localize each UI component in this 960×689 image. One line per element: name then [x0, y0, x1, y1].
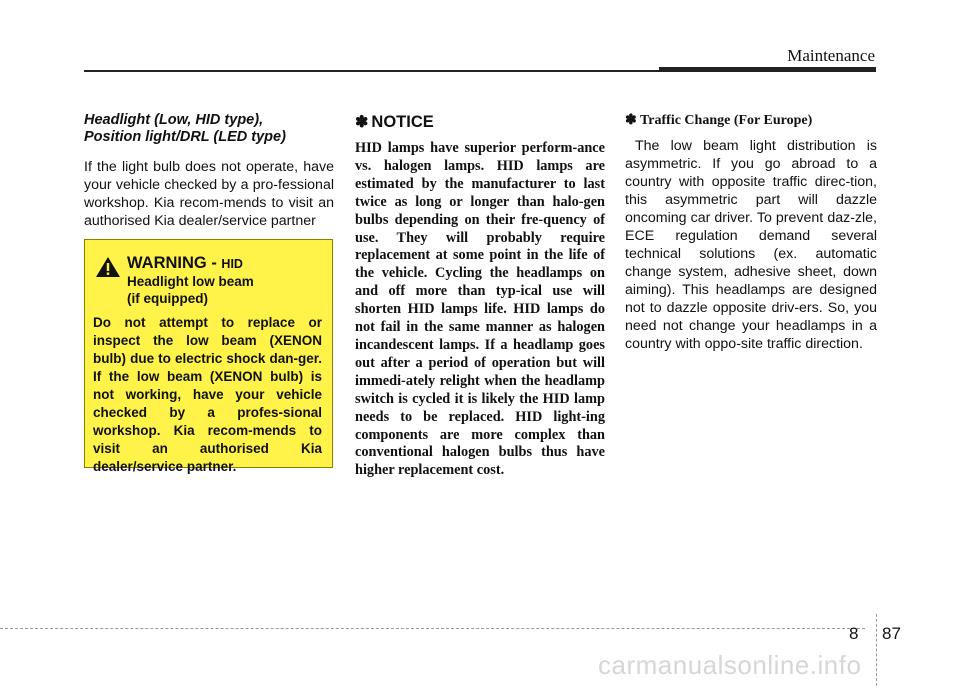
heading-line-1: Headlight (Low, HID type),: [84, 112, 264, 128]
notice-column: [355, 112, 605, 480]
headlight-heading: [84, 112, 334, 146]
headlight-body: If the light bulb does not operate, have your vehicle checked by a pro-fessional workshop. Kia recom-mends to visit an authorised Kia dealer/service partner: [84, 159, 334, 229]
warning-title: [127, 254, 254, 273]
traffic-column: [625, 112, 877, 353]
warning-triangle-icon: [95, 256, 121, 278]
left-column: [84, 112, 334, 230]
warning-label: WARNING -: [127, 254, 222, 272]
warning-body: Do not attempt to replace or inspect the low beam (XENON bulb) due to electric shock dan-ger. If the low beam (XENON bulb) is not working, have your vehicle checked by a profes-sional workshop. Kia recom-mends to visit an authorised Kia dealer/service partner.: [93, 315, 322, 474]
notice-title: NOTICE: [371, 112, 434, 131]
traffic-heading: [625, 112, 877, 129]
watermark: carmanualsonline.info: [598, 650, 862, 680]
header-tab-bar: [659, 67, 876, 72]
warning-subtitle-2: (if equipped): [127, 291, 208, 306]
traffic-body: The low beam light distribution is asymmetric. If you go abroad to a country with opposite traffic direc-tion, this asymmetric part will dazzle oncoming car driver. To prevent daz-zle, ECE regulation demand several technical solutions (ex. automatic change system, adhesive sheet, down aiming). This headlamps are designed not to dazzle opposite driv-ers. So, you need not change your headlamps in a country with oppo-site traffic direction.: [625, 138, 877, 352]
warning-tag: HID: [221, 257, 243, 271]
traffic-asterisk-icon: ✽: [625, 113, 637, 128]
footer-divider: [876, 614, 877, 686]
warning-subtitle-1: Headlight low beam: [127, 274, 254, 289]
notice-asterisk-icon: ✽: [355, 114, 369, 131]
notice-heading: [355, 112, 605, 132]
warning-header: [93, 254, 322, 307]
heading-line-2: Position light/DRL (LED type): [84, 129, 286, 145]
section-title: Maintenance: [787, 46, 875, 65]
chapter-number: 8: [849, 624, 859, 643]
traffic-title: Traffic Change (For Europe): [639, 113, 813, 128]
page-number: 87: [882, 624, 901, 643]
warning-box: [84, 239, 333, 474]
footer-dashed-rule: [0, 628, 865, 629]
notice-body: HID lamps have superior perform-ance vs. halogen lamps. HID lamps are estimated by the manufacturer to last twice as long or longer than halo-gen bulbs depending on their fre-quency of use. They will probably require replacement at some point in the life of the vehicle. Cycling the headlamps on and off more than typ-ical use will shorten HID lamps life. HID lamps do not fail in the same manner as halogen incandescent lamps. If a headlamp goes out after a period of operation but will immedi-ately relight when the headlamp switch is cycled it is likely the HID lamp needs to be replaced. HID light-ing components are more complex than conventional halogen bulbs thus have higher replacement cost.: [355, 140, 605, 479]
